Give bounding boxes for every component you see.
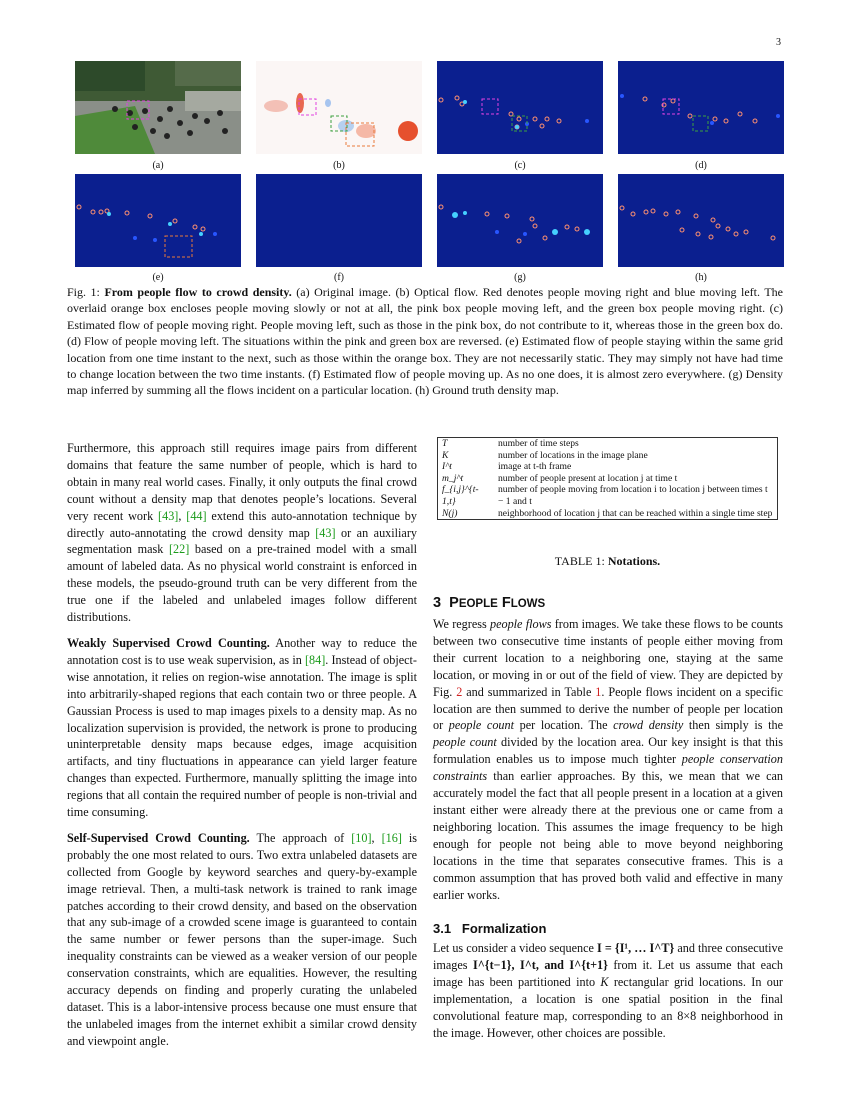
table-row: [438, 484, 778, 507]
panel-a-label: (a): [152, 160, 164, 171]
table-row: [438, 438, 778, 450]
table-row: [438, 461, 778, 473]
citation-link[interactable]: [84]: [304, 652, 326, 667]
citation-link[interactable]: [44]: [186, 508, 207, 523]
panel-f-density: [256, 174, 422, 267]
table-description: number of people moving from location i to location j between times t − 1 and t: [498, 484, 768, 507]
figure-link[interactable]: 2: [456, 684, 463, 699]
table-caption-title: Notations.: [607, 554, 661, 568]
panel-a-photo: [75, 61, 241, 154]
table-description: number of people present at location j at time t: [498, 472, 678, 484]
page-number: 3: [776, 37, 781, 48]
section-title-initial: P: [449, 595, 459, 611]
table-symbol: f_{i,j}^{t-1,t}: [442, 484, 479, 507]
math-inline: K: [600, 974, 609, 989]
subsection-title: Formalization: [461, 921, 547, 936]
table-row: [438, 473, 778, 485]
right-column-formalization: [433, 940, 783, 1050]
math-inline: I = {I¹, … I^T}: [597, 941, 675, 955]
left-column: [67, 440, 417, 1059]
paragraph-auto-annotation: Furthermore, this approach still requires image pairs from different domains that feature the same number of people, which is hard to obtain in many real world cases. Finally, it only outputs the final crowd count without a density map that denotes people’s locations. Several very recent work [43], [44] extend this auto-annotation technique by directly auto-annotating the crowd density map [43] or an auxiliary segmentation mask [22] based on a pre-trained model with a small amount of labeled data. As no physical world constraint is enforced in these models, the pseudo-ground truth can be very different from the true one if the labeled and unlabeled images follow different distributions.: [67, 441, 418, 625]
panel-b-label: (b): [333, 160, 345, 171]
math-inline: I^{t−1}, I^t, and I^{t+1}: [472, 957, 608, 972]
panel-g-density: [437, 174, 603, 267]
panel-c-density: [437, 61, 603, 154]
panel-c-label: (c): [514, 160, 526, 171]
citation-link[interactable]: [43]: [315, 525, 336, 540]
table-caption: [437, 554, 778, 569]
table-description: neighborhood of location j that can be reached within a single time step: [498, 507, 773, 519]
table-link[interactable]: 1: [595, 684, 602, 699]
section-number: 3: [433, 595, 442, 611]
paragraph-self-supervised: Self-Supervised Crowd Counting. The approach of [10], [16] is probably the one most related to ours. Two extra unlabeled datasets are collected from Google by keyword searches and query-by-example image retrieval. Then, a multi-task network is trained to rank image patches according to their crowd density, and based on the observation that any sub-image of a crowded scene image is guaranteed to contain the same number or fewer persons than the super-image. Such inequality constraints can be viewed as a weaker version of our people conservation constraints, which are equalities. However, the resulting accuracy depends on finding and properly curating the unlabeled dataset. This is a labor-intensive process because one must ensure that the unlabeled images from the internet exhibit a similar crowd density and viewpoint angle.: [67, 830, 418, 1048]
figure-caption-title: From people flow to crowd density.: [104, 285, 292, 299]
table-symbol: m_j^t: [442, 472, 464, 484]
figure-caption: [67, 284, 783, 399]
section-title-initial: F: [501, 595, 511, 611]
panel-g-label: (g): [514, 272, 526, 283]
paragraph-formalization: Let us consider a video sequence I = {I¹, … I^T} and three consecutive images I^{t−1}, I^t, and I^{t+1} from it. Let us assume that each image has been partitioned into K rectangular grid locations. In our implementation, a location is one spatial position in the final convolutional feature map, corresponding to an 8×8 neighborhood in the image. However, other choices are possible.: [433, 941, 783, 1040]
table-symbol: K: [442, 449, 449, 461]
right-column-section: [433, 616, 783, 912]
section-heading: [433, 595, 545, 611]
section-title-smallcaps: LOWS: [510, 598, 546, 610]
panel-b-flow: [256, 61, 422, 154]
table-description: number of locations in the image plane: [498, 449, 648, 461]
table-symbol: T: [442, 438, 448, 449]
table-caption-label: TABLE 1:: [554, 554, 605, 568]
table-row: [438, 450, 778, 462]
table-symbol: N(j): [442, 507, 458, 519]
panel-e-density: [75, 174, 241, 267]
citation-link[interactable]: [43]: [158, 508, 179, 523]
paragraph-weakly-supervised: Weakly Supervised Crowd Counting. Another way to reduce the annotation cost is to use weak supervision, as in [84]. Instead of object-wise annotation, it relies on region-wise annotation. The image is split into arbitrarily-shaped regions that each contain two or three people. A Gaussian Process is used to map images pixels to a density map. As no localization supervision is provided, the network is prone to producing uninterpretable density maps because edges, image acquisition artifacts, and tiny fluctuations in appearance can yield larger feature changes than expected. Furthermore, manually splitting the image into regions that all contain the required number of people is non-trivial and time consuming.: [67, 635, 417, 820]
figure-caption-body: (a) Original image. (b) Optical flow. Red denotes people moving right and blue moving left. The overlaid orange box encloses people moving slowly or not at all, the pink box people moving left, and the green box people moving right. (c) Estimated flow of people moving right. People moving left, such as those in the pink box, do not contribute to it, whereas those in the green box do. (d) Flow of people moving left. The situations within the pink and green box are reversed. (e) Estimated flow of people staying within the same grid location from one time instant to the next, such as those within the orange box. They are not necessarily static. They may simply not have had time to change location between the two time instants. (f) Estimated flow of people moving up. As no one does, it is almost zero everywhere. (g) Density map inferred by summing all the flows incident on a particular location. (h) Ground truth density map.: [67, 285, 783, 398]
subsection-number: 3.1: [433, 921, 452, 936]
panel-f-label: (f): [334, 272, 344, 283]
citation-link[interactable]: [10]: [351, 830, 372, 845]
table-symbol: I^t: [442, 461, 452, 473]
citation-link[interactable]: [16]: [381, 830, 402, 845]
paragraph-people-flows: We regress people flows from images. We take these flows to be counts between two consecutive time instants of people either moving from their current location to a neighboring one, staying at the same location, or moving in or out of the field of view. They are depicted by Fig. 2 and summarized in Table 1. People flows incident on a specific location are then summed to derive the number of people per location or people count per location. The crowd density then simply is the people count divided by the location area. Our key insight is that this formulation enables us to impose much tighter people conservation constraints than earlier approaches. By this, we mean that we can accurately model the fact that all people present in a location at a given instant either were already there at the previous one or came from a neighboring location. This assumes the image frequency to be high enough for people not being able to move beyond neighboring locations in the time that separates consecutive frames. This is a common assumption that has proved both valid and effective in many earlier works.: [433, 617, 784, 902]
panel-h-density: [618, 174, 784, 267]
table-description: image at t-th frame: [498, 461, 572, 473]
subsection-heading: [433, 921, 546, 936]
panel-d-label: (d): [695, 160, 707, 171]
figure-caption-label: Fig. 1:: [67, 285, 100, 299]
section-title-smallcaps: EOPLE: [458, 598, 498, 610]
table-description: number of time steps: [498, 438, 579, 449]
panel-e-label: (e): [152, 272, 164, 283]
table-row: [438, 508, 778, 520]
panel-h-label: (h): [695, 272, 707, 283]
panel-d-density: [618, 61, 784, 154]
paragraph-heading: Weakly Supervised Crowd Counting.: [67, 635, 270, 650]
notation-table: [437, 437, 778, 520]
paragraph-heading: Self-Supervised Crowd Counting.: [67, 830, 250, 845]
citation-link[interactable]: [22]: [168, 542, 190, 557]
